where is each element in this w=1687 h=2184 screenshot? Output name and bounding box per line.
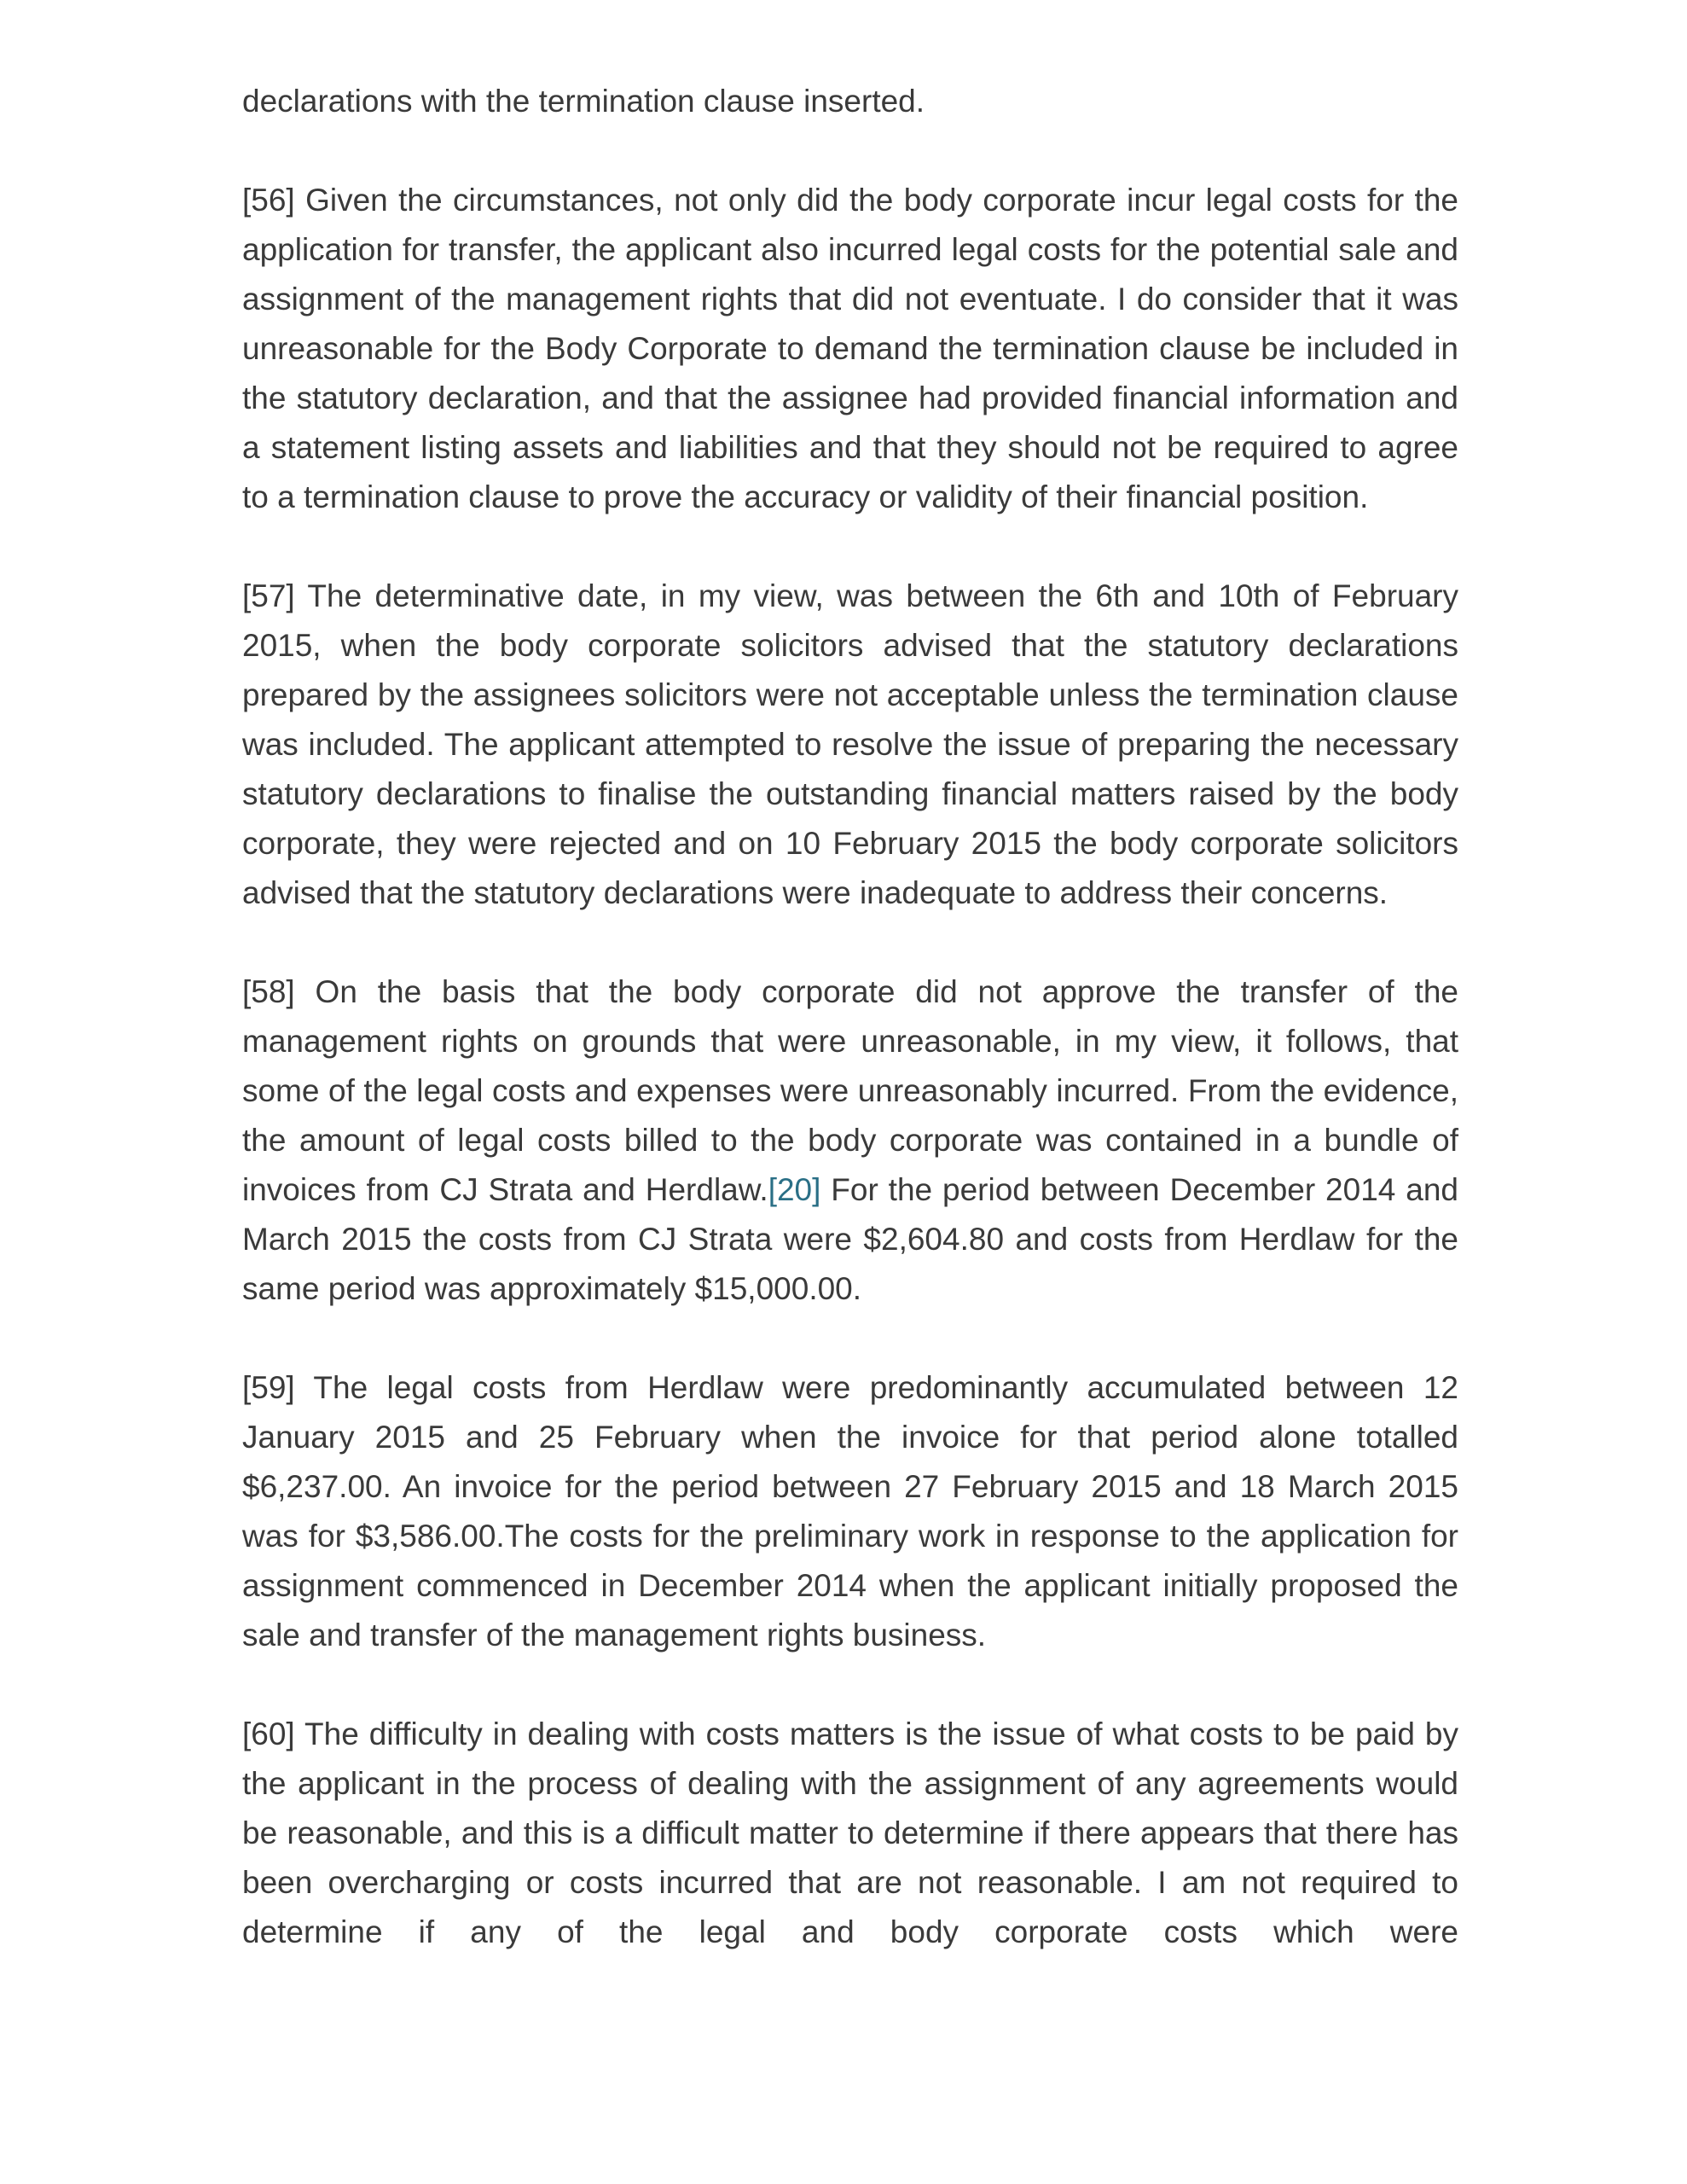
footnote-link-20[interactable]: [20] <box>768 1172 821 1207</box>
paragraph-59: [59] The legal costs from Herdlaw were predominantly accumulated between 12 January 2015 and 25 February when the invoice for that period alone totalled $6,237.00. An invoice for the period between 27 February 2015 and 18 March 2015 was for $3,586.00.The costs for the preliminary work in response to the application for assignment commenced in December 2014 when the applicant initially proposed the sale and transfer of the management rights business. <box>242 1370 1458 1653</box>
paragraph-58-text-after: For the period between December 2014 and March 2015 the costs from CJ Strata were $2,604.80 and costs from Herdlaw for the same period was approximately $15,000.00. <box>242 1172 1458 1306</box>
paragraph-58 <box>242 967 1458 1314</box>
paragraph-58-text-before: [58] On the basis that the body corporate did not approve the transfer of the management rights on grounds that were unreasonable, in my view, it follows, that some of the legal costs and expenses were unreasonably incurred. From the evidence, the amount of legal costs billed to the body corporate was contained in a bundle of invoices from CJ Strata and Herdlaw. <box>242 974 1458 1207</box>
paragraph-56: [56] Given the circumstances, not only did the body corporate incur legal costs for the application for transfer, the applicant also incurred legal costs for the potential sale and assignment of the management rights that did not eventuate. I do consider that it was unreasonable for the Body Corporate to demand the termination clause be included in the statutory declaration, and that the assignee had provided financial information and a statement listing assets and liabilities and that they should not be required to agree to a termination clause to prove the accuracy or validity of their financial position. <box>242 183 1458 514</box>
paragraph-60: [60] The difficulty in dealing with costs matters is the issue of what costs to be paid by the applicant in the process of dealing with the assignment of any agreements would be reasonable, and this is a difficult matter to determine if there appears that there has been overcharging or costs incurred that are not reasonable. I am not required to determine if any of the legal and body corporate costs which were <box>242 1716 1458 1949</box>
document-body <box>242 77 1458 1957</box>
paragraph-continuation: declarations with the termination clause inserted. <box>242 84 925 119</box>
paragraph-57: [57] The determinative date, in my view, was between the 6th and 10th of February 2015, when the body corporate solicitors advised that the statutory declarations prepared by the assignees solicitors were not acceptable unless the termination clause was included. The applicant attempted to resolve the issue of preparing the necessary statutory declarations to finalise the outstanding financial matters raised by the body corporate, they were rejected and on 10 February 2015 the body corporate solicitors advised that the statutory declarations were inadequate to address their concerns. <box>242 578 1458 910</box>
